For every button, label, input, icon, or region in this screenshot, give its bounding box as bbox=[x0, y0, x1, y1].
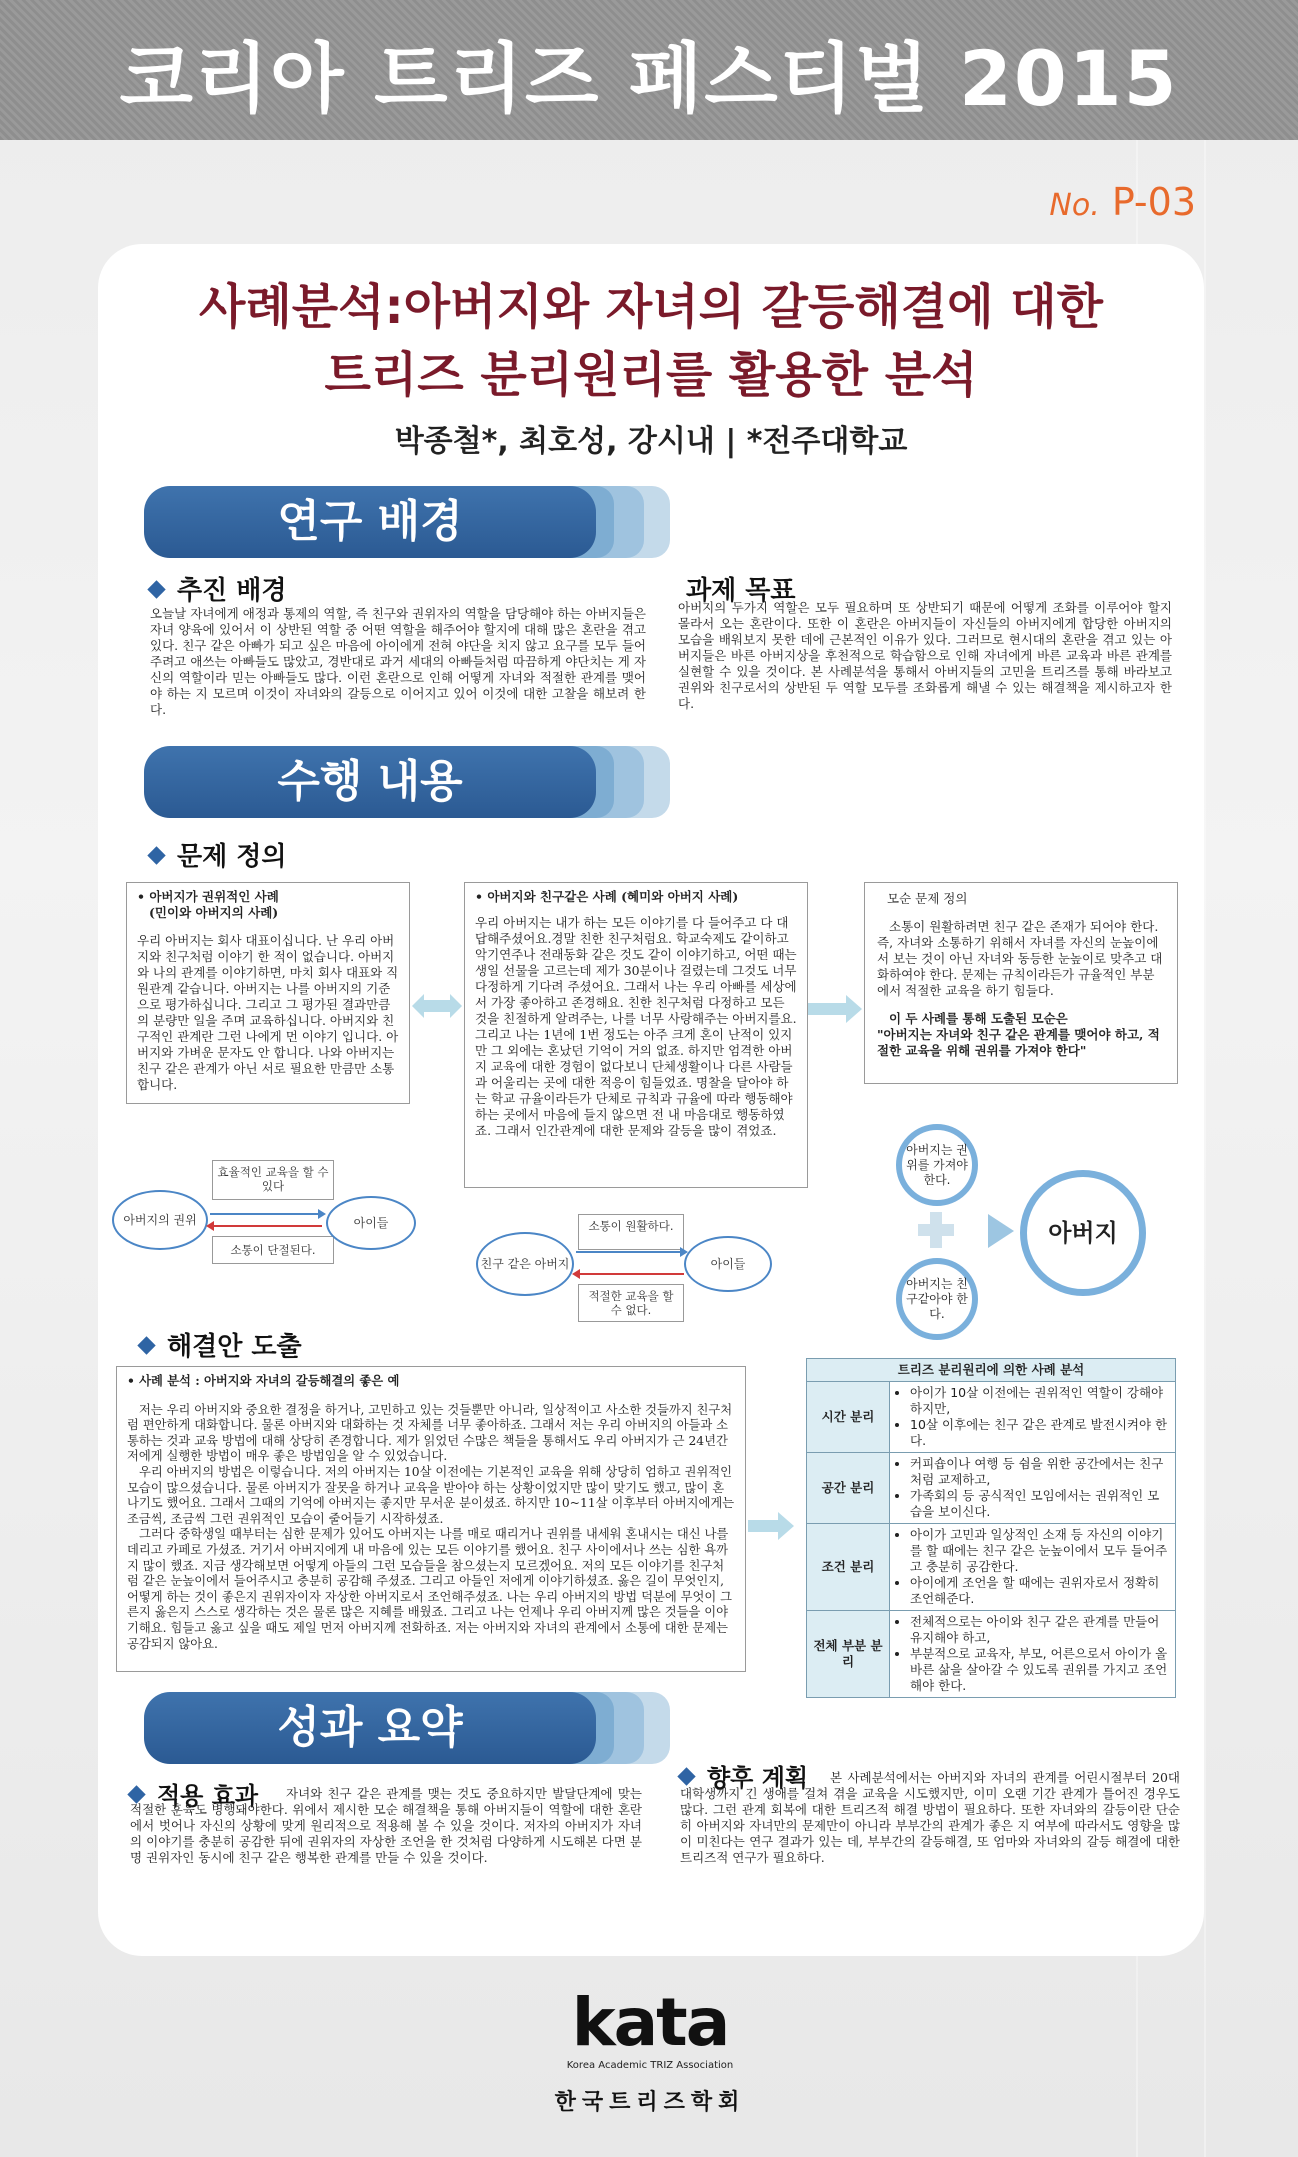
diagram-arrows-icon bbox=[206, 1208, 326, 1232]
contradiction-statement: "아버지는 자녀와 친구 같은 관계를 맺어야 하고, 적절한 교육을 위해 권위를 가져야 한다" bbox=[877, 1027, 1160, 1058]
diagram-label: 적절한 교육을 할 수 없다. bbox=[578, 1284, 684, 1322]
poster-number-value: P-03 bbox=[1111, 180, 1196, 224]
concept-circle-friend: 아버지는 친구같아야 한다. bbox=[896, 1258, 978, 1340]
case-head: • 아버지와 친구같은 사례 (혜미와 아버지 사례) bbox=[475, 889, 739, 904]
poster-number bbox=[1049, 180, 1196, 224]
effect-text: 자녀와 친구 같은 관계를 맺는 것도 중요하지만 발달단계에 맞는 적절한 훈육도 병행돼야한다. 위에서 제시한 모순 해결책을 통해 아버지들이 역할에 대한 혼란에서 벗어나 자신의 상황에 맞게 원리적으로 적용해 볼 수 있을 것이다. 저자의 아버지가 자녀의 이야기를 충분히 공감한 뒤에 권위자의 자상한 조언을 한 것처럼 다양하게 시도해본 다면 분명 권위자인 동시에 친구 같은 행복한 관계를 만들 수 있을 것이다. bbox=[130, 1786, 642, 1865]
section-header-work bbox=[144, 746, 670, 818]
section-header-background bbox=[144, 486, 670, 558]
table-item: • 아이가 고민과 일상적인 소재 등 자신의 이야기를 할 때에는 친구 같은 눈높이에서 모두 들어주고 충분히 공감한다. bbox=[910, 1527, 1169, 1575]
subheading-label: 과제 목표 bbox=[686, 576, 796, 606]
contradiction-head: 모순 문제 정의 bbox=[887, 891, 968, 906]
subheading-label: 적용 효과 bbox=[157, 1782, 259, 1810]
paper-title-line2: 트리즈 분리원리를 활용한 분석 bbox=[324, 347, 978, 403]
diagram-label: 소통이 단절된다. bbox=[212, 1236, 334, 1264]
goal-text: 아버지의 두가지 역할은 모두 필요하며 또 상반되기 때문에 어떻게 조화를 이루어야 할지 몰라서 오는 혼란이다. 또한 이 혼란은 아버지들이 자신들의 아버지에게 합당한 아버지의 모습을 배워보지 못한 데에 근본적인 이유가 있다. 그러므로 현시대의 혼란을 겪고 있는 아버지들은 바른 아버지상을 후천적으로 학습함으로 인해 자녀에게 바른 교육과 바른 관계를 실현할 수 있을 것이다. 본 사례분석을 통해서 아버지들의 고민을 트리즈를 통해 바라보고 권위와 친구로서의 상반된 두 역할 모두를 조화롭게 해낼 수 있는 해결책을 제시하고자 한다. bbox=[678, 600, 1172, 711]
table-item: • 10살 이후에는 친구 같은 관계로 발전시켜야 한다. bbox=[910, 1417, 1169, 1449]
concept-circle-authority: 아버지는 권위를 가져야 한다. bbox=[896, 1124, 978, 1206]
subheading-motive bbox=[150, 570, 287, 607]
triz-analysis-table bbox=[806, 1358, 1176, 1698]
table-item: • 아이에게 조언을 할 때에는 권위자로서 정확히 조언해준다. bbox=[910, 1575, 1169, 1607]
logo-subtitle: Korea Academic TRIZ Association bbox=[566, 2060, 734, 2071]
case-head: • 아버지가 권위적인 사례 bbox=[137, 889, 279, 904]
solution-text: 저는 우리 아버지와 중요한 결정을 하거나, 고민하고 있는 것들뿐만 아니라, 일상적이고 사소한 것들까지 친구처럼 편안하게 대화합니다. 물론 아버지와 대화하는 것 자체를 너무 좋아하죠. 그래서 저는 우리 아버지의 아들과 소통하는 것과 교육 방법에 대해 상당히 존경합니다. 제가 읽었던 수많은 책들을 통해서도 우리 아버지가 근 24년간 저에게 실행한 방법이 매우 좋은 방법임을 알 수 있었습니다. bbox=[127, 1402, 733, 1464]
diamond-bullet-icon bbox=[137, 1336, 155, 1354]
table-item: • 가족회의 등 공식적인 모임에서는 권위적인 모습을 보이신다. bbox=[910, 1488, 1169, 1520]
case-text: 우리 아버지는 내가 하는 모든 이야기를 다 들어주고 다 대답해주셨어요.경말 친한 친구처럼요. 학교숙제도 같이하고 악기연주나 전래동화 같은 것도 같이 이야기하고, 어떤 때는 생일 선물을 고르는데 제가 30분이나 걸렸는데 그것도 너무 다정하게 기다려 주셨어요. 그래서 나는 우리 아빠를 세상에서 가장 좋아하고 존경해요. 친한 친구처럼 다정하고 모든 것을 친절하게 알려주는, 나를 너무 사랑해주는 아버지를요. 그리고 나는 1년에 1번 정도는 아주 크게 혼이 난적이 있지만 그 외에는 혼났던 기억이 거의 없죠. 하지만 엄격한 아버지 교육에 대한 경험이 없다보니 단체생활이나 다른 사람들과 어울리는 곳에 대한 적응이 힘들었죠. 명찰을 달아야 하는 학교 규율이라든가 단체로 규칙과 규율에 따라 행동해야 하는 곳에서 마음에 들지 않으면 전 내 마음대로 행동하였죠. 그래서 인간관계에 대한 문제와 갈등을 많이 겪었죠. bbox=[475, 915, 797, 1138]
poster-number-prefix: No. bbox=[1049, 188, 1100, 223]
subheading-label: 추진 배경 bbox=[177, 576, 287, 606]
diagram-label: 효율적인 교육을 할 수 있다 bbox=[212, 1160, 334, 1200]
case-box-authoritative bbox=[126, 882, 410, 1104]
double-arrow-icon bbox=[412, 992, 462, 1020]
plus-icon bbox=[918, 1212, 954, 1248]
right-arrow-icon bbox=[748, 1512, 794, 1540]
plan-text: 본 사례분석에서는 아버지와 자녀의 관계를 어린시절부터 20대 대학생까지 긴 생애를 걸쳐 겪을 교육을 시도했지만, 이미 오랜 기간 관계가 틀어진 경우도 많다. 그런 관계 회복에 대한 트리즈적 해결 방법이 필요하다. 또한 자녀와의 갈등이란 단순히 아버지와 자녀만의 문제만이 아니라 부부간의 관계가 좋은 지 여부에 따라서도 영향을 많이 미친다는 연구 결과가 있는 데, 부부간의 갈등해결, 또 엄마와 자녀와의 갈등 해결에 대한 트리즈적 연구가 필요하다. bbox=[680, 1770, 1180, 1865]
diagram-node-child: 아이들 bbox=[684, 1236, 772, 1292]
table-item: • 아이가 10살 이전에는 권위적인 역할이 강해야 하지만, bbox=[910, 1385, 1169, 1417]
diagram-node-authority: 아버지의 권위 bbox=[112, 1190, 208, 1250]
case-text: 우리 아버지는 회사 대표이십니다. 난 우리 아버지와 친구처럼 이야기 한 적이 없습니다. 아버지와 나의 관계를 이야기하면, 마치 회사 대표와 직원관계 같습니다. 아버지는 나를 아버지의 기준으로 평가하십니다. 그리고 그 평가된 결과만큼의 분량만 일을 주며 교육하십니다. 아버지와 친구적인 관계란 그런 나에게 먼 이야기 입니다. 아버지와 가벼운 문자도 안 합니다. 나와 아버지는 친구 같은 관계가 아닌 서로 필요한 만큼만 소통합니다. bbox=[137, 933, 399, 1092]
bg-stripe bbox=[1204, 140, 1206, 2157]
table-row bbox=[807, 1453, 1176, 1524]
section-title: 수행 내용 bbox=[144, 746, 596, 818]
table-category: 시간 분리 bbox=[807, 1382, 890, 1453]
subheading-problem bbox=[150, 836, 287, 873]
diagram-arrows-icon bbox=[572, 1246, 688, 1282]
table-item: • 부분적으로 교육자, 부모, 어른으로서 아이가 올바른 삶을 살아갈 수 있도록 권위를 가지고 조언해야 한다. bbox=[910, 1646, 1169, 1694]
table-row bbox=[807, 1524, 1176, 1611]
diagram-label: 소통이 원활하다. bbox=[578, 1214, 684, 1250]
contradiction-text: 소통이 원활하려면 친구 같은 존재가 되어야 한다. 즉, 자녀와 소통하기 위해서 자녀를 자신의 눈높이에서 보는 것이 아닌 자녀와 동등한 눈높이로 맞추고 대화하여야 한다. 문제는 규칙이라든가 규율적인 부분에서 적절한 교육을 하기 힘들다. bbox=[877, 919, 1163, 998]
org-name: 한국트리즈학회 bbox=[554, 2090, 746, 2115]
diamond-bullet-icon bbox=[147, 846, 165, 864]
diamond-bullet-icon bbox=[147, 580, 165, 598]
solution-text: 우리 아버지의 방법은 이렇습니다. 저의 아버지는 10살 이전에는 기본적인 교육을 위해 상당히 엄하고 권위적인 모습이 많으셨습니다. 물론 아버지가 잘못을 하거나 교육을 받아야 하는 상황이었지만 많이 맞기도 했고, 많이 혼나기도 했어요. 그래서 그때의 기억에 아버지는 좋지만 무서운 분이셨죠. 하지만 10~11살 이후부터 아버지에게는 조금씩, 조금씩 그런 권위적인 모습이 줄어들기 시작하셨죠. bbox=[127, 1464, 735, 1526]
table-category: 공간 분리 bbox=[807, 1453, 890, 1524]
authors: 박종철*, 최호성, 강시내 | *전주대학교 bbox=[394, 424, 908, 459]
subheading-label: 문제 정의 bbox=[177, 842, 287, 872]
right-arrow-icon bbox=[808, 995, 862, 1023]
solution-case-head: • 사례 분석 : 아버지와 자녀의 갈등해결의 좋은 예 bbox=[127, 1373, 400, 1388]
case-sub: (민이와 아버지의 사례) bbox=[149, 905, 279, 920]
table-row bbox=[807, 1382, 1176, 1453]
paper-title-line1: 사례분석:아버지와 자녀의 갈등해결에 대한 bbox=[199, 279, 1103, 335]
table-category: 전체 부분 분리 bbox=[807, 1611, 890, 1698]
table-item: • 전체적으로는 아이와 친구 같은 관계를 만들어 유지해야 하고, bbox=[910, 1614, 1169, 1646]
logo-wordmark: kata bbox=[571, 1984, 729, 2061]
festival-title: 코리아 트리즈 페스티벌 2015 bbox=[119, 34, 1179, 123]
concept-circle-father: 아버지 bbox=[1020, 1170, 1146, 1296]
diagram-node-friend: 친구 같은 아버지 bbox=[476, 1232, 574, 1296]
solution-text: 그러다 중학생일 때부터는 심한 문제가 있어도 아버지는 나를 매로 때리거나 권위를 내세워 혼내시는 대신 나를 데리고 카페로 가셨죠. 거기서 아버지에게 내 마음에 있는 모든 이야기를 했어요. 친구 사이에서나 쓰는 심한 욕까지 많이 했죠. 지금 생각해보면 어떻게 아들의 그런 모습들을 참으셨는지 모르겠어요. 저의 모든 이야기를 친구처럼 같은 눈높이에서 들어주시고 충분히 공감해 주셨죠. 그리고 아들인 저에게 이야기하셨죠. 옳은 길이 무엇인지, 어떻게 하는 것이 좋은지 권위자이자 자상한 아버지로서 조언해주셨죠. 나는 우리 아버지의 방법 덕분에 무엇이 그른지 옳은지 스스로 생각하는 것은 물론 많은 지혜를 배웠죠. 그리고 나는 언제나 우리 아버지께 많은 것들을 이야기해요. 힘들고 옳고 싶을 때도 제일 먼저 아버지께 전화하죠. 저는 아버지와 자녀의 관계에서 소통에 대한 문제는 공감되지 않아요. bbox=[127, 1527, 733, 1651]
contradiction-box bbox=[864, 882, 1178, 1084]
motive-text: 오늘날 자녀에게 애정과 통제의 역할, 즉 친구와 권위자의 역할을 담당해야 하는 아버지들은 자녀 양육에 있어서 이 상반된 역할 중 어떤 역할을 해주어야 할지에 대해 많은 혼란을 겪고 있다. 친구 같은 아빠가 되고 싶은 마음에 아이에게 전혀 야단을 치지 않고 요구를 모두 들어주려고 애쓰는 아빠들도 많았고, 경반대로 과거 세대의 아빠들처럼 따끔하게 야단치는 게 자신의 역할이라 믿는 아빠들도 많다. 이런 혼란으로 인해 어떻게 자녀와 적절한 관계를 맺어야 하는 지 모르며 이것이 자녀와의 갈등으로 이어지고 있어 이것에 대한 고찰을 해보려 한다. bbox=[150, 606, 646, 717]
subheading-solution bbox=[140, 1326, 302, 1363]
kata-logo bbox=[500, 1984, 800, 2116]
case-box-friendly bbox=[464, 882, 808, 1188]
contradiction-lead: 이 두 사례를 통해 도출된 모순은 bbox=[889, 1011, 1068, 1026]
section-title: 연구 배경 bbox=[144, 486, 596, 558]
table-category: 조건 분리 bbox=[807, 1524, 890, 1611]
subheading-label: 해결안 도출 bbox=[167, 1332, 302, 1362]
section-title: 성과 요약 bbox=[144, 1692, 596, 1764]
solution-case-box bbox=[116, 1366, 746, 1672]
chevron-right-icon bbox=[988, 1214, 1014, 1248]
section-header-summary bbox=[144, 1692, 670, 1764]
table-header: 트리즈 분리원리에 의한 사례 분석 bbox=[807, 1359, 1176, 1382]
table-row bbox=[807, 1611, 1176, 1698]
diagram-node-child: 아이들 bbox=[326, 1196, 416, 1250]
table-item: • 커피숍이나 여행 등 쉼을 위한 공간에서는 친구처럼 교제하고, bbox=[910, 1456, 1169, 1488]
subheading-label: 향후 계획 bbox=[707, 1764, 809, 1792]
